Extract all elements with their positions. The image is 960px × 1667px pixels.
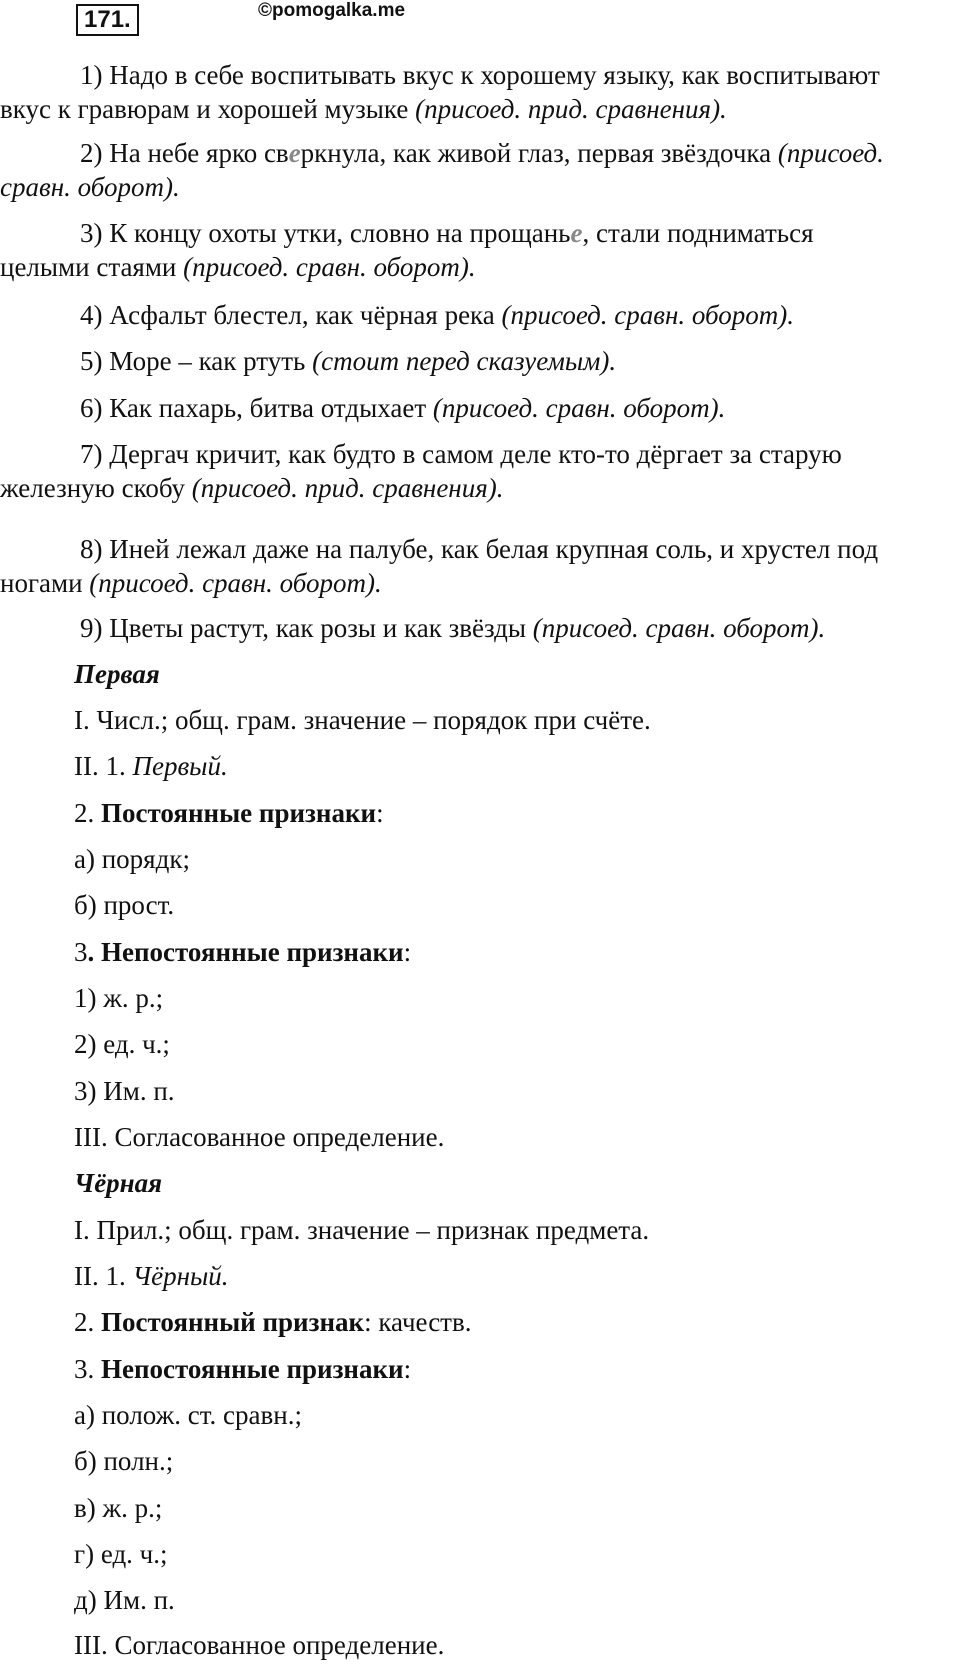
analysis2-line-8: г) ед. ч.; bbox=[74, 1539, 168, 1569]
analysis-heading-2: Чёрная bbox=[74, 1168, 163, 1198]
site-watermark: ©pomogalka.me bbox=[258, 0, 406, 21]
analysis2-line-4: 3. Непостоянные признаки: bbox=[74, 1354, 412, 1384]
analysis2-line-7: в) ж. р.; bbox=[74, 1493, 163, 1523]
analysis2-line-5: а) полож. ст. сравн.; bbox=[74, 1400, 302, 1430]
analysis1-line-7: 1) ж. р.; bbox=[74, 983, 164, 1013]
analysis-heading-1: Первая bbox=[74, 659, 160, 689]
sentence-6: 6) Как пахарь, битва отдыхает (присоед. сравн. оборот). bbox=[80, 393, 726, 423]
analysis2-line-1: I. Прил.; общ. грам. значение – признак предмета. bbox=[74, 1215, 650, 1245]
sentence-1: 1) Надо в себе воспитывать вкус к хорошему языку, как воспитывают вкус к гравюрам и хорошей музыке (присоед. прид. сравнения). bbox=[0, 60, 880, 124]
analysis1-line-9: 3) Им. п. bbox=[74, 1076, 175, 1106]
analysis2-line-6: б) полн.; bbox=[74, 1446, 174, 1476]
sentence-3: 3) К концу охоты утки, словно на прощанье, стали подниматься целыми стаями (присоед. сравн. оборот). bbox=[0, 218, 814, 282]
analysis1-line-10: III. Согласованное определение. bbox=[74, 1122, 445, 1152]
page-header bbox=[0, 0, 960, 50]
task-number: 171. bbox=[76, 4, 139, 36]
sentence-4: 4) Асфальт блестел, как чёрная река (присоед. сравн. оборот). bbox=[80, 300, 794, 330]
sentence-2: 2) На небе ярко сверкнула, как живой глаз, первая звёздочка (присоед. сравн. оборот). bbox=[0, 138, 884, 202]
analysis2-line-10: III. Согласованное определение. bbox=[74, 1630, 445, 1660]
analysis1-line-8: 2) ед. ч.; bbox=[74, 1029, 170, 1059]
analysis1-line-5: б) прост. bbox=[74, 890, 175, 920]
analysis1-line-4: а) порядк; bbox=[74, 844, 190, 874]
sentence-9: 9) Цветы растут, как розы и как звёзды (присоед. сравн. оборот). bbox=[80, 613, 826, 643]
analysis2-line-2: II. 1. Чёрный. bbox=[74, 1261, 229, 1291]
analysis2-line-9: д) Им. п. bbox=[74, 1585, 175, 1615]
sentence-5: 5) Море – как ртуть (стоит перед сказуемым). bbox=[80, 346, 617, 376]
analysis1-line-3: 2. Постоянные признаки: bbox=[74, 798, 384, 828]
analysis1-line-6: 3. Непостоянные признаки: bbox=[74, 937, 412, 967]
analysis2-line-3: 2. Постоянный признак: качеств. bbox=[74, 1307, 472, 1337]
analysis1-line-1: I. Числ.; общ. грам. значение – порядок при счёте. bbox=[74, 705, 651, 735]
sentence-8: 8) Иней лежал даже на палубе, как белая крупная соль, и хрустел под ногами (присоед. сравн. оборот). bbox=[0, 534, 879, 598]
sentence-7: 7) Дергач кричит, как будто в самом деле кто-то дёргает за старую железную скобу (присоед. прид. сравнения). bbox=[0, 439, 842, 503]
analysis1-line-2: II. 1. Первый. bbox=[74, 751, 228, 781]
